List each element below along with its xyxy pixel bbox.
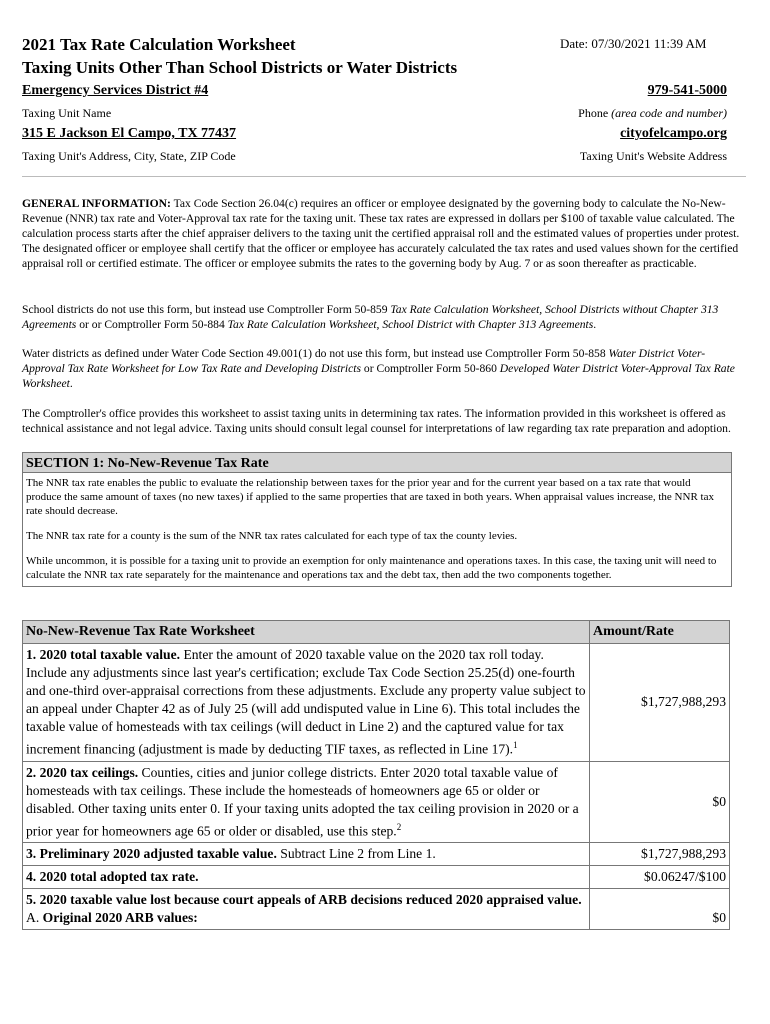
phone-label: Phone (area code and number) [578, 106, 727, 120]
phone-number: 979-541-5000 [647, 83, 727, 98]
taxing-unit-name: Emergency Services District #4 [22, 83, 209, 98]
school-districts-paragraph: School districts do not use this form, but instead use Comptroller Form 50-859 Tax Rate Calculation Worksheet, School Districts without Chapter 313 Agreements or or Comptroller Form 50-884 Tax Rate Calculation Worksheet, School District with Chapter 313 Agreements. [22, 303, 719, 331]
line-description: 3. Preliminary 2020 adjusted taxable value. Subtract Line 2 from Line 1. [23, 843, 590, 866]
section-1-body [23, 473, 731, 586]
section-1 [22, 452, 732, 587]
comptroller-paragraph: The Comptroller's office provides this worksheet to assist taxing units in determining tax rates. The information provided in this worksheet is offered as technical assistance and not legal advice. Taxing units should consult legal counsel for interpretations of law regarding tax rate preparation and adoption. [22, 407, 731, 435]
header-divider [22, 176, 746, 177]
worksheet-subtitle: Taxing Units Other Than School Districts or Water Districts [22, 58, 458, 77]
table-header-row [23, 621, 730, 644]
line-amount: $0 [590, 889, 730, 930]
worksheet-title: 2021 Tax Rate Calculation Worksheet [22, 35, 296, 54]
section-1-heading: SECTION 1: No-New-Revenue Tax Rate [23, 453, 731, 473]
line-description: 4. 2020 total adopted tax rate. [23, 866, 590, 889]
taxing-unit-address-label: Taxing Unit's Address, City, State, ZIP Code [22, 149, 236, 163]
table-row [23, 866, 730, 889]
date-stamp: Date: 07/30/2021 11:39 AM [560, 36, 707, 51]
table-row [23, 889, 730, 930]
taxing-unit-address: 315 E Jackson El Campo, TX 77437 [22, 126, 237, 141]
website-label: Taxing Unit's Website Address [579, 149, 727, 163]
line-description: 2. 2020 tax ceilings. Counties, cities and junior college districts. Enter 2020 total taxable value of homesteads with tax ceilings. These include the homesteads of homeowners age 65 or older or disabled. Other taxing units enter 0. If your taxing units adopted the tax ceiling provision in 2020 or a prior year for homeowners age 65 or older or disabled, use this step.$^2$ [23, 761, 590, 843]
website[interactable]: cityofelcampo.org [620, 126, 727, 141]
section-1-paragraph: While uncommon, it is possible for a taxing unit to provide an exemption for only maintenance and operations taxes. In this case, the taxing unit will need to calculate the NNR tax rate separately for the maintenance and operations tax and the debt tax, then add the two components together. [26, 555, 717, 581]
general-information-paragraph: GENERAL INFORMATION: Tax Code Section 26.04(c) requires an officer or employee designated by the governing body to calculate the No-New-Revenue (NNR) tax rate and Voter-Approval tax rate for the taxing unit. These tax rates are expressed in dollars per $100 of taxable value calculated. The calculation process starts after the chief appraiser delivers to the taxing unit the certified appraisal roll and the estimated values of properties under protest. The designated officer or employee shall certify that the officer or employee has accurately calculated the tax rates and used values shown for the certified appraisal roll or certified estimate. The officer or employee submits the rates to the governing body by Aug. 7 or as soon thereafter as practicable. [22, 197, 740, 270]
line-amount: $1,727,988,293 [590, 644, 730, 762]
nnr-worksheet-table [22, 620, 730, 930]
section-1-paragraph: The NNR tax rate for a county is the sum of the NNR tax rates calculated for each type of tax the county levies. [26, 530, 518, 542]
column-header-label: No-New-Revenue Tax Rate Worksheet [23, 621, 590, 644]
table-row [23, 644, 730, 762]
line-description: 1. 2020 total taxable value. Enter the amount of 2020 taxable value on the 2020 tax roll today. Include any adjustments since last year's certification; exclude Tax Code Section 25.25(d) one-fourth and one-third over-appraisal corrections from these adjustments. Exclude any property value subject to an appeal under Chapter 42 as of July 25 (will add undisputed value in Line 6). This total includes the taxable value of homesteads with tax ceilings (will deduct in Line 2) and the captured value for tax increment financing (adjustment is made by deducting TIF taxes, as reflected in Line 17).$^1$ [23, 644, 590, 762]
column-header-amount: Amount/Rate [590, 621, 730, 644]
line-amount: $0.06247/$100 [590, 866, 730, 889]
line-amount: $1,727,988,293 [590, 843, 730, 866]
line-description: 5. 2020 taxable value lost because court appeals of ARB decisions reduced 2020 appraised value. A. Original 2020 ARB values: [23, 889, 590, 930]
water-districts-paragraph: Water districts as defined under Water Code Section 49.001(1) do not use this form, but instead use Comptroller Form 50-858 Water District Voter-Approval Tax Rate Worksheet for Low Tax Rate and Developing Districts or Comptroller Form 50-860 Developed Water District Voter-Approval Tax Rate Worksheet. [22, 347, 735, 390]
table-row [23, 761, 730, 843]
line-amount: $0 [590, 761, 730, 843]
taxing-unit-name-label: Taxing Unit Name [22, 106, 112, 120]
table-row [23, 843, 730, 866]
section-1-paragraph: The NNR tax rate enables the public to evaluate the relationship between taxes for the prior year and for the current year based on a tax rate that would produce the same amount of taxes (no new taxes) if applied to the same properties that are taxed in both years. When appraisal values increase, the NNR tax rate should decrease. [26, 477, 714, 517]
